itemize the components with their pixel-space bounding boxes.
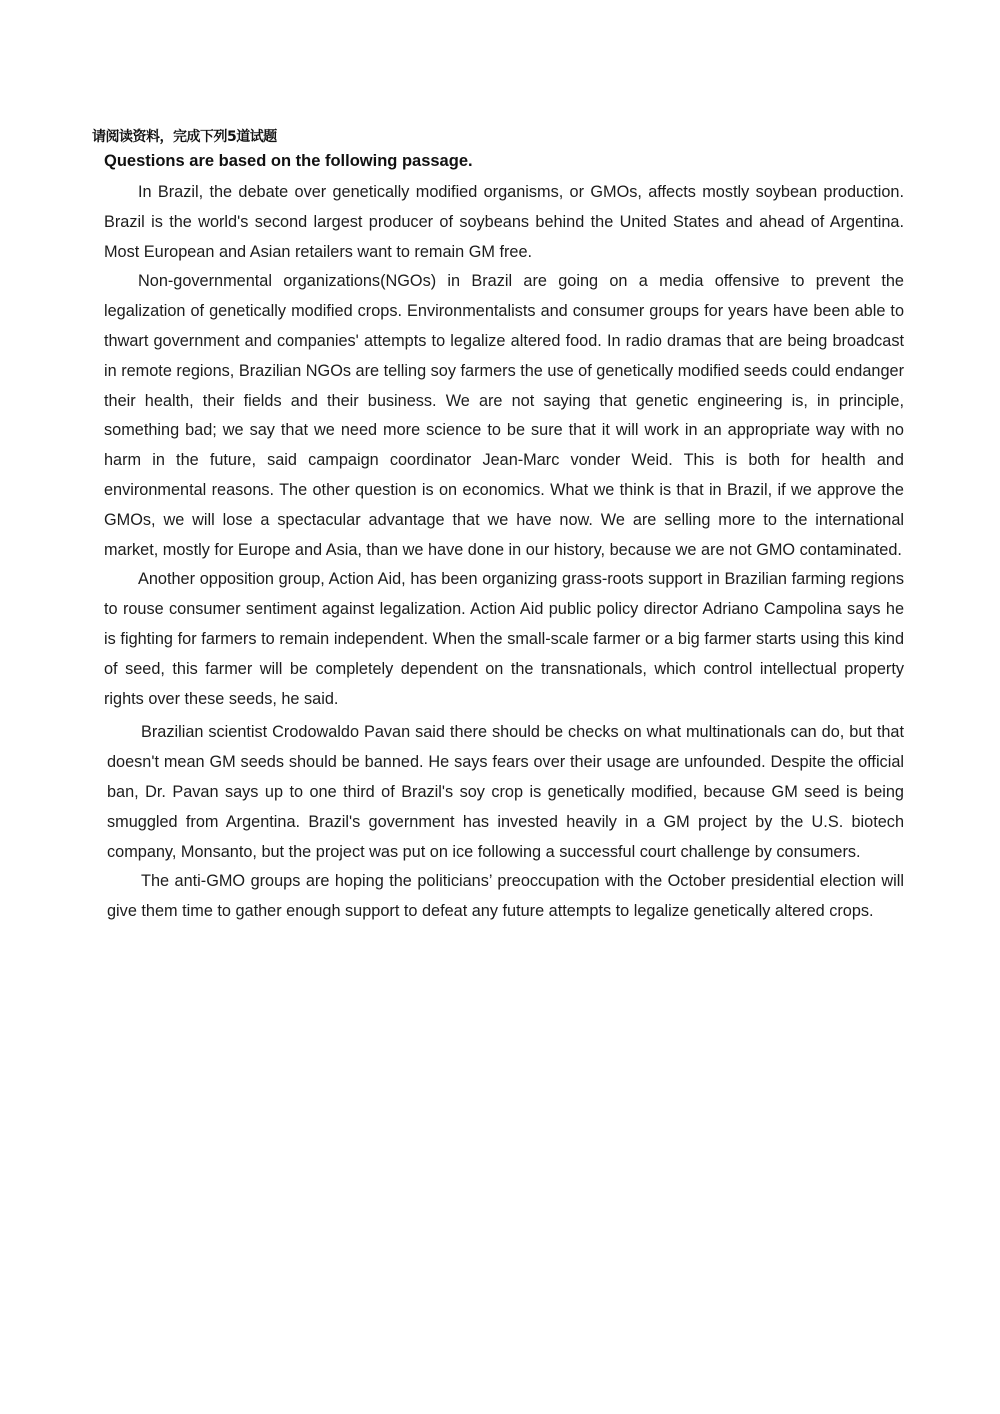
reading-passage <box>104 178 904 927</box>
exam-instruction: 请阅读资料，完成下列5道试题 <box>92 129 277 145</box>
passage-paragraph-4: Brazilian scientist Crodowaldo Pavan said there should be checks on what multinationals can do, but that doesn't mean GM seeds should be banned. He says fears over their usage are unfounded. Despite the official ban, Dr. Pavan says up to one third of Brazil's soy crop is genetically modified, because GM seed is being smuggled from Argentina. Brazil's government has invested heavily in a GM project by the U.S. biotech company, Monsanto, but the project was put on ice following a successful court challenge by consumers. <box>107 723 904 861</box>
passage-paragraph-5: The anti-GMO groups are hoping the politicians’ preoccupation with the October presidential election will give them time to gather enough support to defeat any future attempts to legalize genetically altered crops. <box>107 872 904 921</box>
passage-paragraph-3: Another opposition group, Action Aid, has been organizing grass-roots support in Brazilian farming regions to rouse consumer sentiment against legalization. Action Aid public policy director Adriano Campolina says he is fighting for farmers to remain independent. When the small-scale farmer or a big farmer starts using this kind of seed, this farmer will be completely dependent on the transnationals, which control intellectual property rights over these seeds, he said. <box>104 570 904 708</box>
passage-heading: Questions are based on the following passage. <box>104 152 473 170</box>
passage-paragraph-1: In Brazil, the debate over genetically modified organisms, or GMOs, affects mostly soybean production. Brazil is the world's second largest producer of soybeans behind the United States and ahead of Argentina. Most European and Asian retailers want to remain GM free. <box>104 183 904 261</box>
passage-paragraph-2: Non-governmental organizations(NGOs) in Brazil are going on a media offensive to prevent the legalization of genetically modified crops. Environmentalists and consumer groups for years have been able to thwart government and companies' attempts to legalize altered food. In radio dramas that are being broadcast in remote regions, Brazilian NGOs are telling soy farmers the use of genetically modified seeds could endanger their health, their fields and their business. We are not saying that genetic engineering is, in principle, something bad; we say that we need more science to be sure that it will work in an appropriate way with no harm in the future, said campaign coordinator Jean-Marc vonder Weid. This is both for health and environmental reasons. The other question is on economics. What we think is that in Brazil, if we approve the GMOs, we will lose a spectacular advantage that we have now. We are selling more to the international market, mostly for Europe and Asia, than we have done in our history, because we are not GMO contaminated. <box>104 272 904 559</box>
